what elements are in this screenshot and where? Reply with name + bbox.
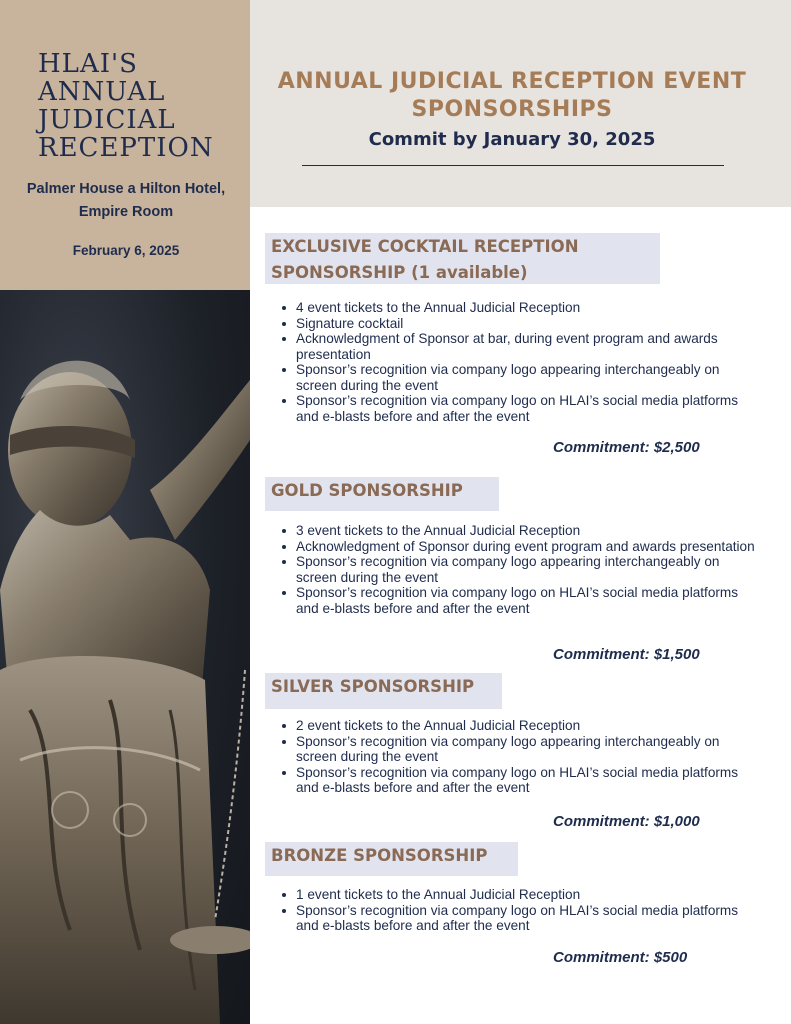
commitment-exclusive: Commitment: $2,500 bbox=[553, 439, 700, 456]
commitment-bronze: Commitment: $500 bbox=[553, 949, 688, 966]
event-date: February 6, 2025 bbox=[72, 243, 180, 258]
commit-deadline: Commit by January 30, 2025 bbox=[368, 129, 656, 150]
header-divider bbox=[302, 165, 724, 166]
benefit-item: 4 event tickets to the Annual Judicial Reception bbox=[280, 300, 760, 316]
benefit-item: Acknowledgment of Sponsor at bar, during event program and awards presentation bbox=[280, 331, 760, 362]
benefit-item: 1 event tickets to the Annual Judicial Reception bbox=[280, 887, 760, 903]
tier-heading-gold: GOLD SPONSORSHIP bbox=[265, 477, 499, 511]
lady-justice-statue-image bbox=[0, 290, 250, 1024]
venue-text: Palmer House a Hilton Hotel, Empire Room bbox=[26, 181, 226, 220]
benefit-item: Acknowledgment of Sponsor during event program and awards presentation bbox=[280, 539, 760, 555]
tier-benefits-bronze bbox=[280, 887, 760, 934]
benefit-item: Sponsor’s recognition via company logo appearing interchangeably on screen during the event bbox=[280, 362, 760, 393]
benefit-item: 2 event tickets to the Annual Judicial Reception bbox=[280, 718, 760, 734]
benefit-item: Sponsor’s recognition via company logo appearing interchangeably on screen during the event bbox=[280, 734, 760, 765]
benefit-item: Sponsor’s recognition via company logo appearing interchangeably on screen during the event bbox=[280, 554, 760, 585]
benefit-item: Sponsor’s recognition via company logo on HLAI’s social media platforms and e-blasts before and after the event bbox=[280, 765, 760, 796]
benefit-item: Signature cocktail bbox=[280, 316, 760, 332]
tier-benefits-silver bbox=[280, 718, 760, 796]
tier-heading-exclusive: EXCLUSIVE COCKTAIL RECEPTION SPONSORSHIP (1 available) bbox=[265, 233, 660, 284]
tier-heading-bronze: BRONZE SPONSORSHIP bbox=[265, 842, 518, 876]
benefit-item: Sponsor’s recognition via company logo on HLAI’s social media platforms and e-blasts before and after the event bbox=[280, 393, 760, 424]
benefit-item: 3 event tickets to the Annual Judicial Reception bbox=[280, 523, 760, 539]
commitment-gold: Commitment: $1,500 bbox=[553, 646, 700, 663]
page-title: ANNUAL JUDICIAL RECEPTION EVENT SPONSORSHIPS bbox=[277, 69, 747, 122]
tier-heading-silver: SILVER SPONSORSHIP bbox=[265, 673, 502, 709]
commitment-silver: Commitment: $1,000 bbox=[553, 813, 700, 830]
benefit-item: Sponsor’s recognition via company logo on HLAI’s social media platforms and e-blasts before and after the event bbox=[280, 585, 760, 616]
tier-benefits-gold bbox=[280, 523, 760, 616]
tier-benefits-exclusive bbox=[280, 300, 760, 424]
org-title: HLAI'S ANNUAL JUDICIAL RECEPTION bbox=[38, 49, 214, 163]
benefit-item: Sponsor’s recognition via company logo on HLAI’s social media platforms and e-blasts before and after the event bbox=[280, 903, 760, 934]
